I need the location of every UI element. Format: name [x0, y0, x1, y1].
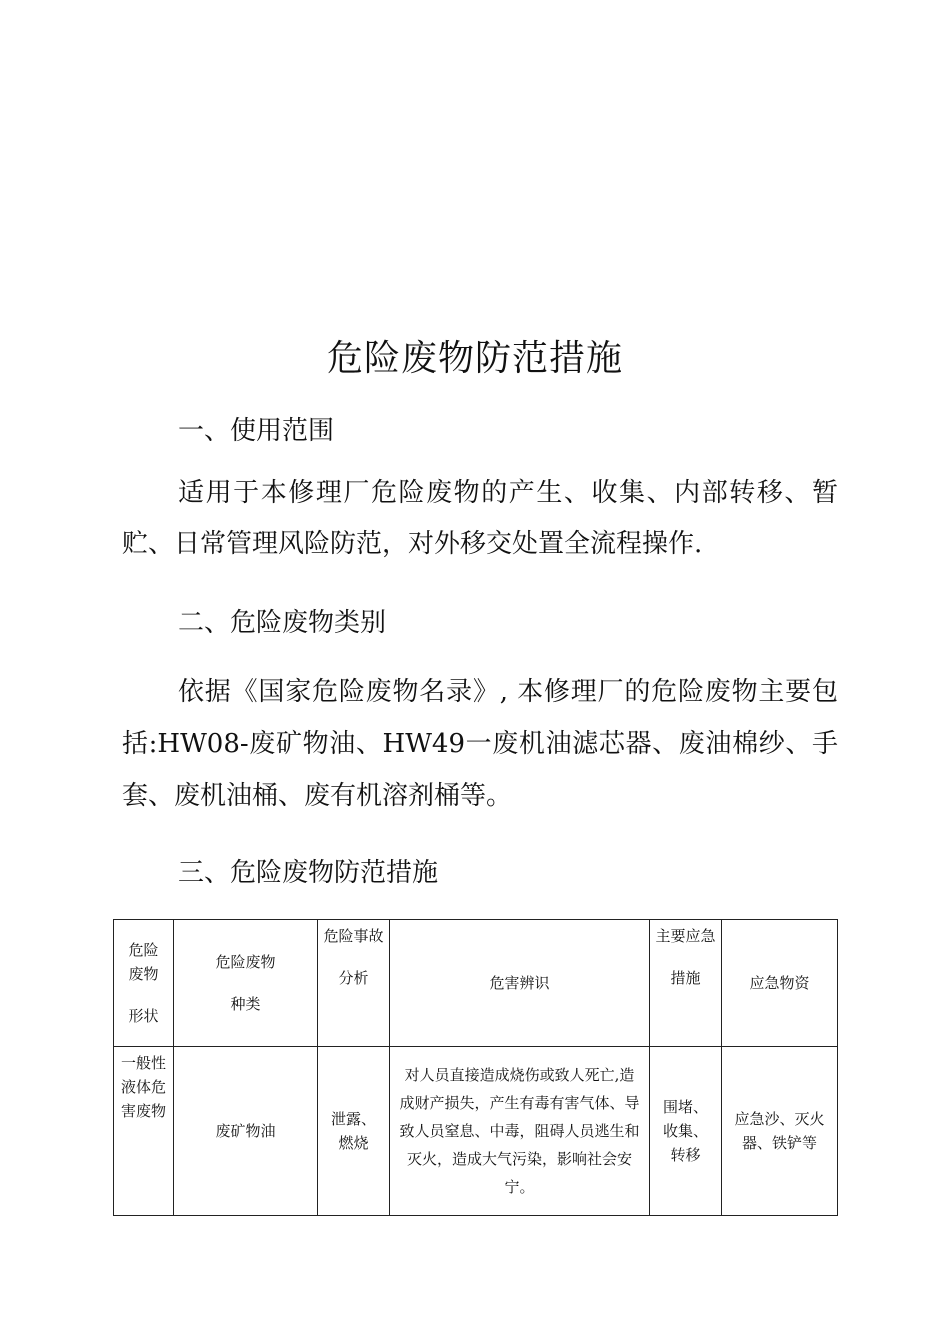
section-text-scope: 适用于本修理厂危险废物的产生、收集、内部转移、暂贮、日常管理风险防范，对外移交处置全流程操作.: [122, 478, 838, 559]
cell-emergency-measures: 围堵、 收集、 转移: [650, 1047, 722, 1216]
page-title: 危险废物防范措施: [326, 338, 623, 379]
section-heading-scope: 一、使用范围: [178, 416, 335, 446]
prevention-measures-table: [113, 919, 838, 1216]
table-row: [114, 1047, 838, 1216]
cell-emergency-supplies: 应急沙、灭火器、铁铲等: [722, 1047, 838, 1216]
header-hazard-identification: 危害辨识: [390, 920, 650, 1047]
section-text-categories: 依据《国家危险废物名录》, 本修理厂的危险废物主要包括:HW08-废矿物油、HW49一废机油滤芯器、废油棉纱、手套、废机油桶、废有机溶剂桶等。: [122, 677, 838, 811]
table-header-row: [114, 920, 838, 1047]
cell-hazard-identification: 对人员直接造成烧伤或致人死亡,造成财产损失，产生有毒有害气体、导致人员窒息、中毒，阻碍人员逃生和灭火，造成大气污染，影响社会安宁。: [390, 1047, 650, 1216]
cell-accident-analysis: 泄露、 燃烧: [318, 1047, 390, 1216]
header-waste-form: 危险 废物 形状: [114, 920, 174, 1047]
header-accident-analysis: 危险事故 分析: [318, 920, 390, 1047]
section-heading-measures: 三、危险废物防范措施: [178, 858, 439, 888]
cell-waste-kind: 废矿物油: [174, 1047, 318, 1216]
header-waste-kind: 危险废物 种类: [174, 920, 318, 1047]
section-heading-categories: 二、危险废物类别: [178, 608, 387, 638]
header-emergency-supplies: 应急物资: [722, 920, 838, 1047]
cell-waste-form: 一般性 液体危 害废物: [114, 1047, 174, 1216]
header-emergency-measures: 主要应急 措施: [650, 920, 722, 1047]
